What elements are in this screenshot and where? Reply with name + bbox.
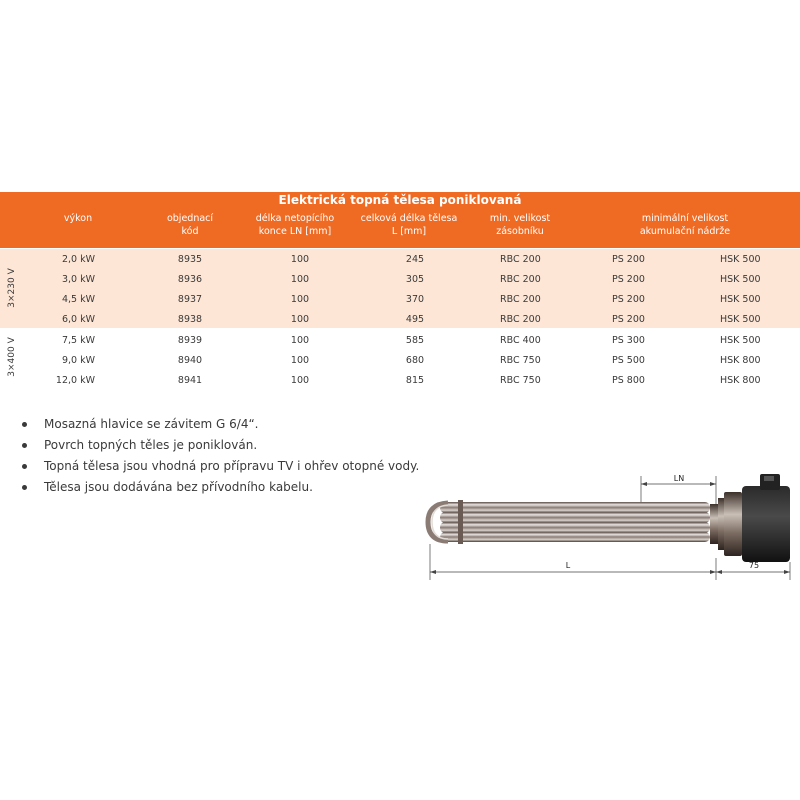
cell-power: 3,0 kW [61,274,95,285]
cell-rbc: RBC 400 [500,335,541,346]
heating-tubes [428,500,710,544]
head-dimension [716,561,790,580]
cell-hsk: HSK 500 [720,314,761,325]
cell-rbc: RBC 200 [500,274,541,285]
bullet-icon [22,422,27,427]
cell-l: 305 [405,274,425,285]
cell-ps: PS 200 [612,314,645,325]
cell-l: 370 [405,294,425,305]
cell-power: 6,0 kW [61,314,95,325]
list-item-text: Mosazná hlavice se závitem G 6/4“. [44,417,259,431]
cell-rbc: RBC 200 [500,294,541,305]
cell-hsk: HSK 800 [720,355,761,366]
cell-code: 8941 [177,375,203,386]
col-header-line: min. velikost [489,213,551,224]
list-item [22,477,419,498]
cell-rbc: RBC 750 [500,355,541,366]
col-header-line: celková délka tělesa [360,213,458,224]
col-header-line: výkon [63,213,93,224]
cell-rbc: RBC 750 [500,375,541,386]
col-header-line: délka netopícího [255,213,335,224]
col-header-rbc [470,212,570,238]
col-header-ln [236,212,354,238]
list-item-text: Topná tělesa jsou vhodná pro přípravu TV i ohřev otopné vody. [44,459,420,473]
cell-code: 8935 [177,254,203,265]
table-row [0,311,800,331]
col-header-l [348,212,470,238]
cell-hsk: HSK 500 [720,335,761,346]
cell-hsk: HSK 500 [720,274,761,285]
cell-rbc: RBC 200 [500,254,541,265]
feature-list [22,414,419,498]
col-header-line: zásobníku [496,226,544,237]
cell-ps: PS 200 [612,294,645,305]
l-dimension [430,544,716,580]
table-row [0,251,800,271]
heater-drawing-svg [418,462,798,587]
cell-l: 815 [405,375,425,386]
list-item [22,435,419,456]
cell-ln: 100 [290,294,310,305]
cell-code: 8939 [177,335,203,346]
col-header-line: akumulační nádrže [639,226,731,237]
cell-power: 2,0 kW [61,254,95,265]
cell-code: 8938 [177,314,203,325]
table-row [0,352,800,372]
cell-ps: PS 500 [612,355,645,366]
col-header-line: L [mm] [391,226,427,237]
heater-drawing [418,462,798,587]
group-label-230v: 3×230 V [7,268,17,308]
table-row [0,372,800,392]
table-row [0,332,800,352]
bullet-icon [22,464,27,469]
head-dimension-label: 75 [748,561,760,570]
list-item-text: Povrch topných těles je poniklován. [44,438,258,452]
cell-power: 12,0 kW [55,375,95,386]
cell-power: 9,0 kW [61,355,95,366]
l-label: L [565,561,571,570]
cell-rbc: RBC 200 [500,314,541,325]
list-item [22,414,419,435]
cell-power: 4,5 kW [61,294,95,305]
col-header-code [145,212,235,238]
cell-l: 495 [405,314,425,325]
spec-table [0,192,800,392]
bullet-icon [22,485,27,490]
cell-power: 7,5 kW [61,335,95,346]
cell-l: 585 [405,335,425,346]
terminal-head [742,474,790,562]
cell-l: 245 [405,254,425,265]
cell-l: 680 [405,355,425,366]
table-row [0,291,800,311]
list-item [22,456,419,477]
cell-code: 8937 [177,294,203,305]
group-label-400v: 3×400 V [7,337,17,377]
cell-ln: 100 [290,355,310,366]
list-item-text: Tělesa jsou dodávána bez přívodního kabelu. [44,480,313,494]
col-header-power [48,212,108,225]
col-header-line: minimální velikost [641,213,729,224]
cell-ps: PS 200 [612,274,645,285]
table-title: Elektrická topná tělesa poniklovaná [278,193,522,207]
cell-ln: 100 [290,375,310,386]
bullet-icon [22,443,27,448]
col-header-line: konce LN [mm] [258,226,332,237]
brass-thread-hex [710,492,742,556]
cell-code: 8936 [177,274,203,285]
cell-hsk: HSK 500 [720,254,761,265]
table-header [0,192,800,248]
cell-ln: 100 [290,274,310,285]
col-header-line: objednací [166,213,214,224]
cell-code: 8940 [177,355,203,366]
col-header-line: kód [181,226,199,237]
ln-label: LN [673,474,685,483]
cell-ln: 100 [290,254,310,265]
table-row [0,271,800,291]
cell-ln: 100 [290,314,310,325]
cell-ln: 100 [290,335,310,346]
cell-hsk: HSK 800 [720,375,761,386]
cell-hsk: HSK 500 [720,294,761,305]
cell-ps: PS 300 [612,335,645,346]
cell-ps: PS 800 [612,375,645,386]
cell-ps: PS 200 [612,254,645,265]
col-header-tank [610,212,760,238]
